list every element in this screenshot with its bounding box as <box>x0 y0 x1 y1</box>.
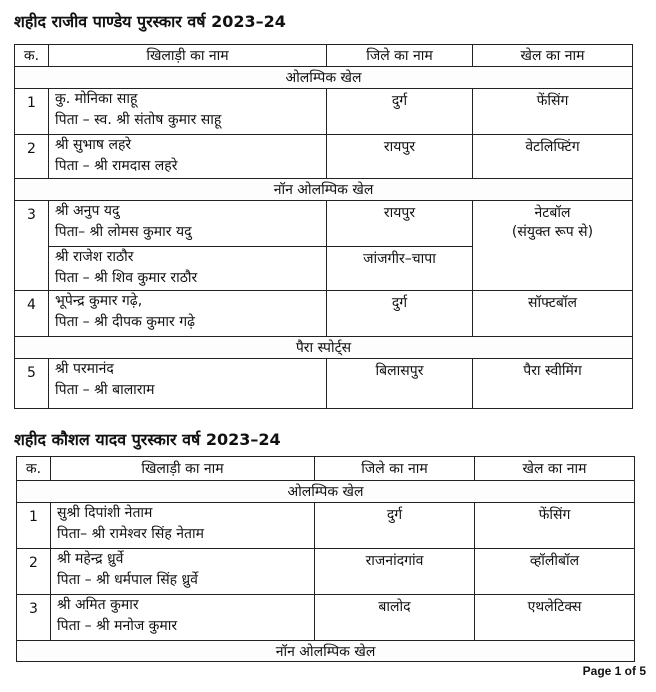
player-cell <box>49 89 327 135</box>
sport: पैरा स्वीमिंग <box>473 359 633 409</box>
player-cell <box>49 201 327 247</box>
player-name: कु. मोनिका साहू <box>55 91 138 107</box>
player-cell <box>49 135 327 179</box>
table-row <box>15 135 633 179</box>
row-number: 4 <box>15 291 49 337</box>
player-name: श्री सुभाष लहरे <box>55 137 132 153</box>
player-cell <box>49 247 327 291</box>
table-row <box>15 291 633 337</box>
district: दुर्ग <box>327 89 473 135</box>
player-name: श्री अमित कुमार <box>57 597 139 613</box>
player-father: पिता – श्री मनोज कुमार <box>57 618 178 634</box>
header-district: जिले का नाम <box>327 45 473 67</box>
sport: नेटबॉल <box>534 205 571 221</box>
player-name: सुश्री दिपांशी नेताम <box>57 505 153 521</box>
header-sport: खेल का नाम <box>475 457 635 481</box>
player-cell <box>49 291 327 337</box>
section-row <box>15 67 633 89</box>
player-father: पिता – श्री दीपक कुमार गढ़े <box>55 314 195 330</box>
table-row <box>15 359 633 409</box>
section-row <box>15 179 633 201</box>
table-row <box>15 89 633 135</box>
player-name: श्री महेन्द्र ध्रुर्वे <box>57 551 124 567</box>
player-father: पिता – स्व. श्री संतोष कुमार साहू <box>55 112 222 128</box>
sport: व्हॉलीबॉल <box>475 549 635 595</box>
section-olympic: ओलम्पिक खेल <box>17 481 635 503</box>
player-father: पिता – श्री धर्मपाल सिंह ध्रुर्वे <box>57 572 198 588</box>
sport: फेंसिंग <box>473 89 633 135</box>
player-father: पिता– श्री लोमस कुमार यदु <box>55 224 192 240</box>
player-cell <box>51 503 315 549</box>
header-district: जिले का नाम <box>315 457 475 481</box>
section-row <box>17 481 635 503</box>
district: जांजगीर–चापा <box>327 247 473 291</box>
player-name: श्री राजेश राठौर <box>55 249 134 265</box>
sport: फेंसिंग <box>475 503 635 549</box>
table1-header-row <box>15 45 633 67</box>
row-number: 1 <box>17 503 51 549</box>
row-number: 3 <box>15 201 49 291</box>
sport: सॉफ्टबॉल <box>473 291 633 337</box>
player-father: पिता – श्री शिव कुमार राठौर <box>55 270 198 286</box>
table2 <box>16 456 635 662</box>
header-number: क. <box>17 457 51 481</box>
page-number: Page 1 of 5 <box>582 664 646 678</box>
table1 <box>14 44 633 409</box>
player-name: श्री अनुप यदु <box>55 203 120 219</box>
header-sport: खेल का नाम <box>473 45 633 67</box>
district: बिलासपुर <box>327 359 473 409</box>
section-non-olympic: नॉन ओलम्पिक खेल <box>15 179 633 201</box>
sport: वेटलिफ्टिंग <box>473 135 633 179</box>
header-player-name: खिलाड़ी का नाम <box>51 457 315 481</box>
sport: एथलेटिक्स <box>475 595 635 641</box>
section-olympic: ओलम्पिक खेल <box>15 67 633 89</box>
section-para-sports: पैरा स्पोर्ट्स <box>15 337 633 359</box>
row-number: 3 <box>17 595 51 641</box>
header-player-name: खिलाड़ी का नाम <box>49 45 327 67</box>
player-father: पिता– श्री रामेश्वर सिंह नेताम <box>57 526 204 542</box>
table2-title: शहीद कौशल यादव पुरस्कार वर्ष 2023–24 <box>14 430 281 449</box>
district: रायपुर <box>327 135 473 179</box>
district: राजनांदगांव <box>315 549 475 595</box>
table1-title: शहीद राजीव पाण्डेय पुरस्कार वर्ष 2023–24 <box>14 12 286 31</box>
table2-header-row <box>17 457 635 481</box>
row-number: 1 <box>15 89 49 135</box>
player-father: पिता – श्री बालाराम <box>55 382 155 398</box>
row-number: 5 <box>15 359 49 409</box>
sport-cell <box>473 201 633 291</box>
table-row <box>17 503 635 549</box>
table-row <box>17 549 635 595</box>
player-cell <box>51 549 315 595</box>
section-non-olympic: नॉन ओलम्पिक खेल <box>17 641 635 662</box>
district: रायपुर <box>327 201 473 247</box>
section-row <box>15 337 633 359</box>
row-number: 2 <box>17 549 51 595</box>
player-name: भूपेन्द्र कुमार गढ़े, <box>55 293 143 309</box>
sport-note: (संयुक्त रूप से) <box>511 224 594 240</box>
table-row <box>15 201 633 247</box>
player-cell <box>49 359 327 409</box>
header-number: क. <box>15 45 49 67</box>
player-father: पिता – श्री रामदास लहरे <box>55 158 178 174</box>
district: दुर्ग <box>327 291 473 337</box>
section-row <box>17 641 635 662</box>
player-name: श्री परमानंद <box>55 361 114 377</box>
table-row <box>17 595 635 641</box>
player-cell <box>51 595 315 641</box>
district: बालोद <box>315 595 475 641</box>
row-number: 2 <box>15 135 49 179</box>
district: दुर्ग <box>315 503 475 549</box>
